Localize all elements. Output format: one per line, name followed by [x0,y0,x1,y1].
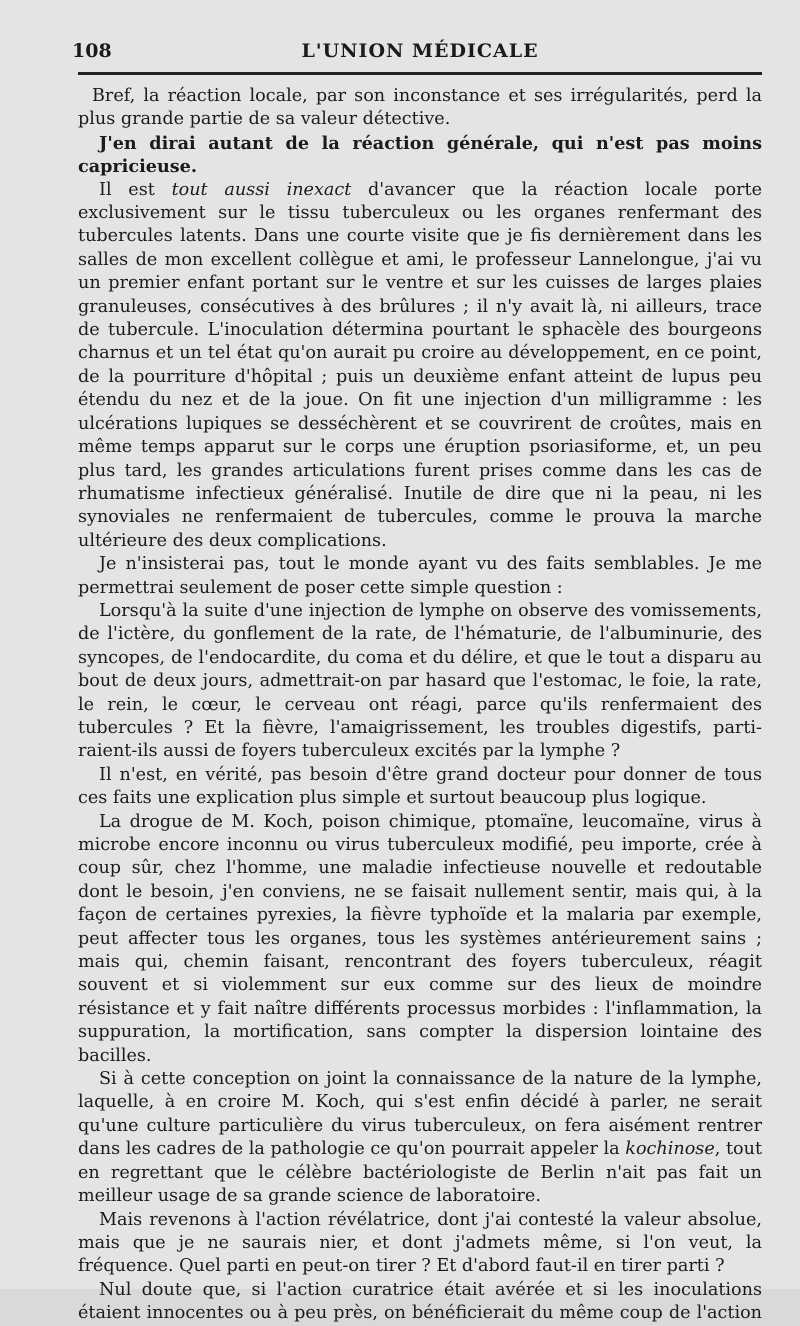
page-number: 108 [72,40,112,62]
paragraph: Il n'est, en vérité, pas besoin d'être grand docteur pour donner de tous ces faits une explication plus simple et surtout beaucoup plus logique. [78,764,762,809]
paragraph: J'en dirai autant de la réaction générale, qui n'est pas moins capricieuse. [78,132,762,178]
journal-title: L'UNION MÉDICALE [301,40,539,62]
paragraph: Lorsqu'à la suite d'une injection de lymphe on observe des vomissements, de l'ictère, du gonflement de la rate, de l'hématurie, de l'albuminurie, des syncopes, de l'endocardite, du coma et du délire, et que le tout a disparu au bout de deux jours, admettrait-on par hasard que l'estomac, le foie, la rate, le rein, le cœur, le cerveau ont réagi, parce qu'ils renfermaient des tubercules ? Et la fièvre, l'amaigrissement, les troubles digestifs, parti- raient-ils aussi de foyers tuberculeux excités par la lymphe ? [78,600,762,762]
paragraph: Je n'insisterai pas, tout le monde ayant vu des faits semblables. Je me permettrai seulement de poser cette simple question : [78,554,762,598]
running-header [72,36,762,75]
emphasis-text: tout aussi inexact [171,179,352,200]
paragraph: Nul doute que, si l'action curatrice était avérée et si les inoculations étaient innocentes ou à peu près, on bénéficierait du même coup de l'action [78,1279,762,1324]
paragraph: Si à cette conception on joint la connaissance de la nature de la lymphe, laquelle, à en croire M. Koch, qui s'est enfin décidé à parler, ne serait qu'une culture particulière du virus tuberculeux, on fera aisément rentrer dans les cadres de la pathologie ce qu'on pourrait appeler la kochinose, tout en regrettant que le célèbre bactériologiste de Berlin n'ait pas fait un meilleur usage de sa grande science de laboratoire. [78,1069,763,1207]
article-body [78,85,762,1326]
paragraph: Mais revenons à l'action révélatrice, dont j'ai contesté la valeur absolue, mais que je ne saurais nier, et dont j'admets même, si l'on veut, la fréquence. Quel parti en peut-on tirer ? Et d'abord faut-il en tirer parti ? [78,1209,762,1277]
paragraph: La drogue de M. Koch, poison chimique, ptomaïne, leucomaïne, virus à microbe encore inconnu ou virus tuberculeux modifié, peu importe, crée à coup sûr, chez l'homme, une maladie infectieuse nouvelle et redoutable dont le besoin, j'en conviens, ne se faisait nullement sentir, mais qui, à la façon de certaines pyrexies, la fièvre typhoïde et la malaria par exemple, peut affecter tous les organes, tous les systèmes antérieurement sains ; mais qui, chemin faisant, rencontrant des foyers tuberculeux, réagit souvent et si violemment sur eux comme sur des lieux de moindre résistance et y fait naître différents processus morbides : l'inflammation, la suppuration, la mortification, sans compter la dispersion lointaine des bacilles. [78,811,762,1066]
paragraph: Bref, la réaction locale, par son inconstance et ses irrégularités, perd la plus grande partie de sa valeur détective. [78,86,762,130]
paragraph: Il est tout aussi inexact d'avancer que la réaction locale porte exclusivement sur le tissu tuberculeux ou les organes renfermant des tubercules latents. Dans une courte visite que je fis dernièrement dans les salles de mon excellent collègue et ami, le professeur Lannelongue, j'ai vu un premier enfant portant sur le ventre et sur les cuisses de larges plaies granuleuses, consécutives à des brûlures ; il n'y avait là, ni ailleurs, trace de tubercule. L'inoculation détermina pourtant le sphacèle des bourgeons charnus et un tel état qu'on aurait pu croire au développement, en ce point, de la pourriture d'hôpital ; puis un deuxième enfant atteint de lupus peu étendu du nez et de la joue. On fit une injection d'un milligramme : les ulcérations lupiques se desséchèrent et se couvrirent de croûtes, mais en même temps apparut sur le corps une éruption psoriasiforme, et, un peu plus tard, les grandes articulations furent prises comme dans les cas de rhumatisme infectieux généralisé. Inutile de dire que ni la peau, ni les synoviales ne renfermaient de tubercules, comme le prouva la marche ultérieure des deux complications. [78,179,762,551]
emphasis-text: kochinose [625,1139,715,1160]
